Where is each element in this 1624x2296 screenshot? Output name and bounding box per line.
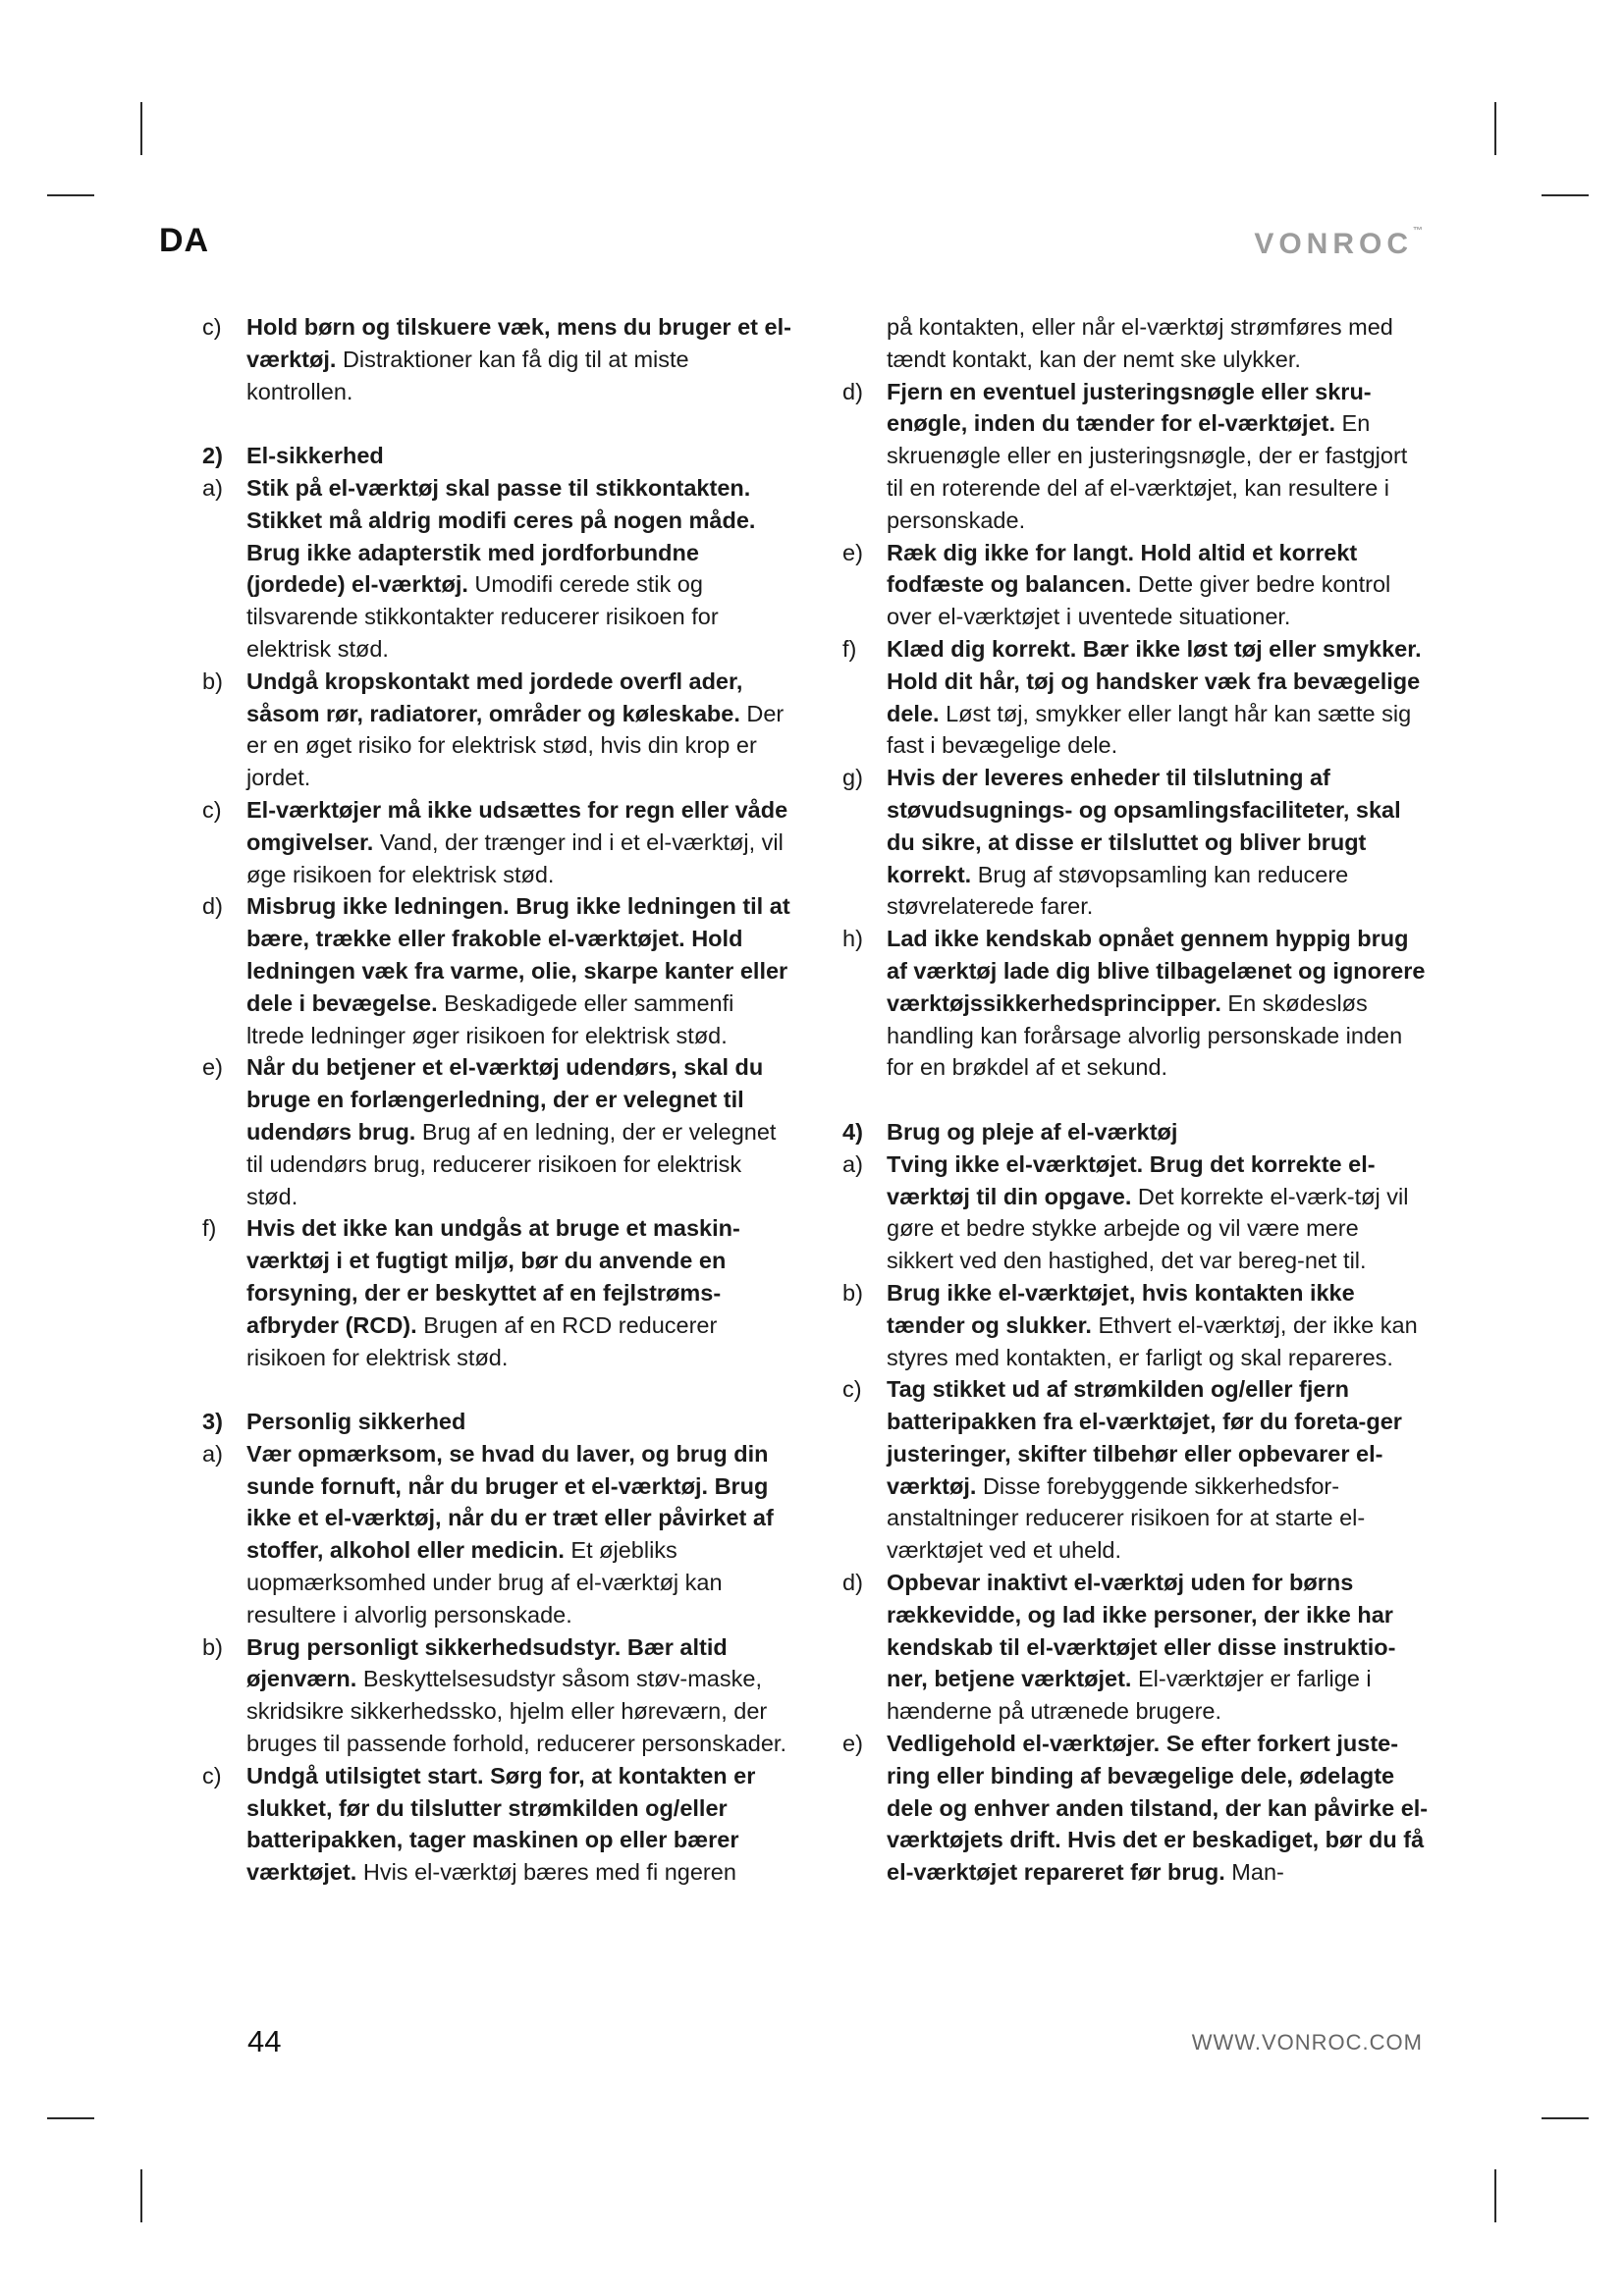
- item-bold-text: Hvis det ikke kan undgås at bruge et maskin-værktøj i et fugtigt miljø, bør du anvende en forsyning, der er beskyttet af en fejlstrøms-afbryder (RCD).: [246, 1215, 740, 1338]
- item-text: på kontakten, eller når el-værktøj strømføres med tændt kontakt, kan der nemt ske ulykker.: [887, 314, 1393, 372]
- item-text: En skødesløs handling kan forårsage alvorlig personskade inden for en brøkdel af et sekund.: [887, 989, 1403, 1081]
- item-text: Løst tøj, smykker eller langt hår kan sætte sig fast i bevægelige dele.: [887, 700, 1412, 759]
- section-title: Brug og pleje af el-værktøj: [887, 1118, 1178, 1145]
- section-spacer: [887, 1084, 1429, 1116]
- crop-mark: [1494, 102, 1496, 155]
- item-text: Ethvert el-værktøj, der ikke kan styres med kontakten, er farligt og skal repareres.: [887, 1311, 1418, 1370]
- crop-mark: [1542, 194, 1589, 196]
- brand-logo: [1254, 228, 1423, 261]
- crop-mark: [47, 194, 94, 196]
- list-item: [202, 1631, 796, 1760]
- page-number: 44: [247, 2024, 282, 2058]
- item-label: c): [202, 314, 222, 340]
- list-item: [202, 890, 796, 1051]
- item-bold-text: Undgå kropskontakt med jordede overfl ader, såsom rør, radiatorer, områder og køleskabe.: [246, 667, 743, 726]
- item-bold-text: Brug ikke el-værktøjet, hvis kontakten ikke tænder og slukker.: [887, 1279, 1355, 1338]
- item-text: En skruenøgle eller en justeringsnøgle, der er fastgjort til en roterende del af el-værktøjet, kan resultere i personskade.: [887, 410, 1408, 533]
- item-text: Beskadigede eller sammenfi ltrede ledninger øger risikoen for elektrisk stød.: [246, 989, 734, 1048]
- item-label: e): [842, 539, 863, 565]
- language-code: DA: [159, 222, 210, 259]
- item-text: Brugen af en RCD reducerer risikoen for elektrisk stød.: [246, 1311, 718, 1370]
- item-bold-text: Hold børn og tilskuere væk, mens du bruger et el-værktøj.: [246, 314, 791, 372]
- item-text: Brug af støvopsamling kan reducere støvrelaterede farer.: [887, 861, 1349, 920]
- item-label: f): [842, 635, 857, 662]
- item-label: a): [842, 1150, 863, 1177]
- list-item: [887, 311, 1429, 376]
- list-item: [842, 1728, 1429, 1889]
- item-bold-text: Lad ikke kendskab opnået gennem hyppig brug af værktøj lade dig blive tilbagelænet og ignorere værktøjssikkerhedsprincipper.: [887, 926, 1426, 1016]
- item-bold-text: Fjern en eventuel justeringsnøgle eller skru-enøgle, inden du tænder for el-værktøjet.: [887, 378, 1372, 437]
- crop-mark: [140, 102, 142, 155]
- item-label: d): [842, 378, 863, 404]
- list-item: [842, 537, 1429, 633]
- list-item: [202, 666, 796, 794]
- item-bold-text: Misbrug ikke ledningen. Brug ikke ledningen til at bære, trække eller frakoble el-værktøjet. Hold ledningen væk fra varme, olie, skarpe kanter eller dele i bevægelse.: [246, 893, 790, 1016]
- list-item: [842, 762, 1429, 923]
- item-bold-text: Opbevar inaktivt el-værktøj uden for børns rækkevidde, og lad ikke personer, der ikke har kendskab til el-værktøjet eller disse instruktio-ner, betjene værktøjet.: [887, 1570, 1396, 1692]
- list-item: [202, 472, 796, 666]
- item-bold-text: El-værktøjer må ikke udsættes for regn eller våde omgivelser.: [246, 796, 788, 855]
- item-label: c): [202, 1762, 222, 1789]
- item-text: El-værktøjer er farlige i hænderne på utrænede brugere.: [887, 1666, 1372, 1725]
- item-bold-text: Brug personligt sikkerhedsudstyr. Bær altid øjenværn.: [246, 1633, 728, 1692]
- item-text: Dette giver bedre kontrol over el-værktøjet i uventede situationer.: [887, 571, 1391, 630]
- item-text: Distraktioner kan få dig til at miste kontrollen.: [246, 346, 689, 404]
- item-text: Disse forebyggende sikkerhedsfor-anstaltninger reducerer risikoen for at starte el-værktøjet ved et uheld.: [887, 1472, 1366, 1564]
- item-text: Brug af en ledning, der er velegnet til udendørs brug, reducerer risikoen for elektrisk stød.: [246, 1118, 777, 1209]
- section-spacer: [246, 407, 796, 440]
- list-item: [202, 1212, 796, 1373]
- item-label: c): [842, 1376, 862, 1403]
- item-bold-text: Tag stikket ud af strømkilden og/eller fjern batteripakken fra el-værktøjet, før du foreta-ger justeringer, skifter tilbehør eller opbevarer el-værktøj.: [887, 1376, 1402, 1499]
- crop-mark: [1494, 2169, 1496, 2222]
- section-title: El-sikkerhed: [246, 443, 384, 469]
- item-label: 4): [842, 1118, 863, 1145]
- crop-mark: [1542, 2117, 1589, 2119]
- item-bold-text: Undgå utilsigtet start. Sørg for, at kontakten er slukket, før du tilslutter strømkilden og/eller batteripakken, tager maskinen op eller bærer værktøjet.: [246, 1762, 756, 1886]
- list-item: [842, 1277, 1429, 1373]
- item-text: Det korrekte el-værk-tøj vil gøre et bedre stykke arbejde og vil være mere sikkert ved den hastighed, det var bereg-net til.: [887, 1183, 1409, 1274]
- list-item: [202, 1760, 796, 1889]
- section-heading: [842, 1116, 1429, 1148]
- list-item: [202, 1438, 796, 1631]
- list-item: [842, 1373, 1429, 1567]
- item-bold-text: Vær opmærksom, se hvad du laver, og brug din sunde fornuft, når du bruger et el-værktøj. Brug ikke et el-værktøj, når du er træt eller påvirket af stoffer, alkohol eller medicin.: [246, 1440, 774, 1564]
- item-label: c): [202, 796, 222, 823]
- item-label: h): [842, 926, 863, 952]
- left-column: [202, 311, 796, 1889]
- item-label: b): [202, 1633, 223, 1660]
- item-label: a): [202, 1440, 223, 1467]
- list-item: [842, 1567, 1429, 1728]
- item-text: Vand, der trænger ind i et el-værktøj, vil øge risikoen for elektrisk stød.: [246, 828, 784, 887]
- item-label: 3): [202, 1409, 223, 1435]
- item-bold-text: Når du betjener et el-værktøj udendørs, skal du bruge en forlængerledning, der er velegnet til udendørs brug.: [246, 1054, 764, 1145]
- list-item: [842, 633, 1429, 762]
- item-label: b): [842, 1279, 863, 1306]
- trademark-symbol: ™: [1413, 226, 1423, 237]
- item-label: d): [202, 893, 223, 920]
- item-label: d): [842, 1570, 863, 1596]
- item-text: Der er en øget risiko for elektrisk stød, hvis din krop er jordet.: [246, 700, 785, 791]
- right-column: [842, 311, 1429, 1889]
- section-spacer: [246, 1373, 796, 1406]
- list-item: [842, 923, 1429, 1084]
- crop-mark: [140, 2169, 142, 2222]
- item-label: 2): [202, 443, 223, 469]
- item-text: Hvis el-værktøj bæres med fi ngeren: [356, 1859, 736, 1886]
- item-label: e): [202, 1054, 223, 1081]
- brand-name: VONROC: [1254, 228, 1413, 260]
- item-text: Man-: [1224, 1859, 1284, 1886]
- website-url: WWW.VONROC.COM: [1191, 2030, 1423, 2055]
- item-bold-text: Ræk dig ikke for langt. Hold altid et korrekt fodfæste og balancen.: [887, 539, 1358, 598]
- item-text: Et øjebliks uopmærksomhed under brug af el-værktøj kan resultere i alvorlig personskade.: [246, 1537, 723, 1628]
- item-text: Beskyttelsesudstyr såsom støv-maske, skridsikre sikkerhedssko, hjelm eller høreværn, der bruges til passende forhold, reducerer personskader.: [246, 1666, 786, 1757]
- item-label: e): [842, 1731, 863, 1757]
- list-item: [202, 1051, 796, 1212]
- section-heading: [202, 440, 796, 472]
- item-label: b): [202, 667, 223, 694]
- section-title: Personlig sikkerhed: [246, 1409, 466, 1435]
- item-label: f): [202, 1215, 217, 1242]
- item-bold-text: Tving ikke el-værktøjet. Brug det korrekte el-værktøj til din opgave.: [887, 1150, 1376, 1209]
- item-bold-text: Stik på el-værktøj skal passe til stikkontakten. Stikket må aldrig modifi ceres på nogen måde. Brug ikke adapterstik med jordforbundne (jordede) el-værktøj.: [246, 474, 756, 598]
- item-bold-text: Klæd dig korrekt. Bær ikke løst tøj eller smykker. Hold dit hår, tøj og handsker væk fra bevægelige dele.: [887, 635, 1422, 726]
- item-bold-text: Vedligehold el-værktøjer. Se efter forkert juste-ring eller binding af bevægelige dele, ødelagte dele og enhver anden tilstand, der kan påvirke el-værktøjets drift. Hvis det er beskadiget, bør du få el-værktøjet repareret før brug.: [887, 1731, 1429, 1886]
- item-text: Umodifi cerede stik og tilsvarende stikkontakter reducerer risikoen for elektrisk stød.: [246, 571, 719, 662]
- list-item: [842, 376, 1429, 537]
- list-item: [202, 311, 796, 407]
- list-item: [842, 1148, 1429, 1277]
- item-label: g): [842, 765, 863, 791]
- item-label: a): [202, 474, 223, 501]
- list-item: [202, 794, 796, 890]
- crop-mark: [47, 2117, 94, 2119]
- item-bold-text: Hvis der leveres enheder til tilslutning af støvudsugnings- og opsamlingsfaciliteter, skal du sikre, at disse er tilsluttet og bliver brugt korrekt.: [887, 765, 1401, 887]
- section-heading: [202, 1406, 796, 1438]
